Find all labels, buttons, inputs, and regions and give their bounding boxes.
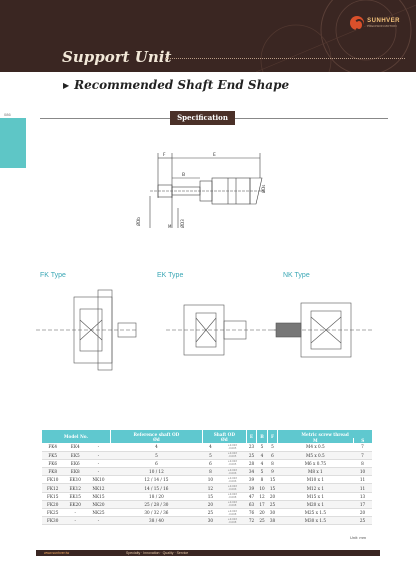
table-cell: FK8 xyxy=(42,468,64,476)
table-row xyxy=(42,492,373,500)
table-cell: 25 xyxy=(267,500,278,508)
table-cell: NK12 xyxy=(87,484,111,492)
table-cell: FK4 xyxy=(42,443,64,451)
shaft-end-diagram xyxy=(110,148,290,248)
table-cell: M10 x 1 xyxy=(278,476,353,484)
table-cell: - xyxy=(87,451,111,459)
dim-Db: ØDb xyxy=(136,217,141,226)
logo-subtitle: PRECISION MOTION xyxy=(367,24,397,28)
logo-icon xyxy=(350,16,364,30)
table-cell: 39 xyxy=(246,484,257,492)
table-cell: 9 xyxy=(267,468,278,476)
table-cell: 6 xyxy=(110,459,202,467)
specification-badge: Specification xyxy=(170,111,235,125)
table-cell: - xyxy=(87,517,111,525)
shaft-tolerance: +0.003 -0.006 xyxy=(218,484,246,492)
table-cell: 14 / 15 / 16 xyxy=(110,484,202,492)
shaft-tolerance: +0.003 -0.008 xyxy=(218,492,246,500)
table-cell: FK15 xyxy=(42,492,64,500)
table-cell: M30 x 1.5 xyxy=(278,517,353,525)
table-cell: 25 / 28 / 30 xyxy=(110,500,202,508)
table-cell: 4 xyxy=(202,443,218,451)
table-cell: 47 xyxy=(246,492,257,500)
table-cell: FK12 xyxy=(42,484,64,492)
footer-slogan: Specialty · Innovation · Quality · Service xyxy=(126,551,189,555)
table-row xyxy=(42,517,373,525)
table-row xyxy=(42,468,373,476)
table-cell: 30 / 32 / 36 xyxy=(110,509,202,517)
table-cell: 7 xyxy=(353,451,372,459)
header-dotted-rule xyxy=(165,58,405,59)
table-cell: EK12 xyxy=(64,484,87,492)
logo-name: SUNHVER xyxy=(367,18,400,24)
table-cell: 18 / 20 xyxy=(110,492,202,500)
table-row xyxy=(42,476,373,484)
unit-note: Unit: mm xyxy=(350,535,366,540)
side-tab xyxy=(0,118,26,168)
table-cell: M6 x 0.75 xyxy=(278,459,353,467)
table-cell: 25 xyxy=(353,517,372,525)
table-cell: - xyxy=(87,443,111,451)
header-E: E xyxy=(246,430,257,443)
brand-logo xyxy=(350,16,400,30)
shaft-tolerance: +0.003 -0.008 xyxy=(218,500,246,508)
table-cell: 34 xyxy=(246,468,257,476)
table-cell: 17 xyxy=(353,500,372,508)
footer-website: www.sunhver.tw xyxy=(44,551,70,555)
header-F: F xyxy=(267,430,278,443)
table-cell: NK15 xyxy=(87,492,111,500)
table-cell: 15 xyxy=(267,484,278,492)
shaft-tolerance: +0.003 -0.005 xyxy=(218,443,246,451)
dim-E: E xyxy=(213,153,216,158)
subsection-title-text: Recommended Shaft End Shape xyxy=(74,78,290,92)
triangle-right-icon: ▶ xyxy=(63,80,70,90)
table-cell: 72 xyxy=(246,517,257,525)
table-cell: 39 xyxy=(246,476,257,484)
table-cell: 8 xyxy=(257,476,268,484)
shaft-tolerance: +0.003 -0.006 xyxy=(218,468,246,476)
ek-type-label: EK Type xyxy=(157,272,184,279)
table-cell: - xyxy=(87,468,111,476)
table-cell: 5 xyxy=(257,443,268,451)
table-row xyxy=(42,451,373,459)
table-cell: 4 xyxy=(110,443,202,451)
shaft-tolerance: +0.003 -0.005 xyxy=(218,451,246,459)
table-cell: M4 x 0.5 xyxy=(278,443,353,451)
table-cell: 5 xyxy=(110,451,202,459)
table-cell: FK5 xyxy=(42,451,64,459)
table-cell: EK20 xyxy=(64,500,87,508)
table-cell: 7 xyxy=(353,443,372,451)
table-cell: NK10 xyxy=(87,476,111,484)
table-cell: EK6 xyxy=(64,459,87,467)
table-cell: 12 xyxy=(202,484,218,492)
table-cell: 6 xyxy=(202,459,218,467)
header-decoration xyxy=(216,0,416,72)
table-cell: EK15 xyxy=(64,492,87,500)
table-cell: M20 x 1 xyxy=(278,500,353,508)
header-shaft-od: Shaft OD Ød xyxy=(202,430,246,443)
table-cell: 38 xyxy=(267,517,278,525)
table-cell: - xyxy=(64,517,87,525)
header-model: Model No. xyxy=(42,430,111,443)
table-cell: 20 xyxy=(267,492,278,500)
nk-type-label: NK Type xyxy=(283,272,310,279)
shaft-tolerance: +0.003 -0.005 xyxy=(218,459,246,467)
header-thread: Metric screw thread xyxy=(278,430,372,438)
table-cell: FK10 xyxy=(42,476,64,484)
table-cell: 15 xyxy=(202,492,218,500)
table-cell: 12 / 14 / 15 xyxy=(110,476,202,484)
shaft-tolerance: +0.003 -0.008 xyxy=(218,517,246,525)
support-unit-drawings xyxy=(36,285,376,380)
footer-bar xyxy=(36,550,380,556)
specification-table xyxy=(41,430,372,525)
header-ref-shaft: Reference shaft OD Ød xyxy=(110,430,202,443)
fk-type-label: FK Type xyxy=(40,272,66,279)
table-cell: 11 xyxy=(353,476,372,484)
table-cell: EK4 xyxy=(64,443,87,451)
table-cell: FK25 xyxy=(42,509,64,517)
table-cell: NK20 xyxy=(87,500,111,508)
table-cell: FK20 xyxy=(42,500,64,508)
table-cell: - xyxy=(87,459,111,467)
dim-B: B xyxy=(182,173,186,178)
table-row xyxy=(42,484,373,492)
table-cell: 20 xyxy=(202,500,218,508)
table-cell: 5 xyxy=(257,468,268,476)
table-cell: 8 xyxy=(353,459,372,467)
dim-M: M xyxy=(168,224,172,229)
table-cell: 4 xyxy=(257,459,268,467)
table-cell: EK10 xyxy=(64,476,87,484)
shaft-tolerance: +0.003 -0.006 xyxy=(218,476,246,484)
table-cell: 11 xyxy=(353,484,372,492)
dim-D3: ØD3 xyxy=(180,219,185,228)
table-cell: 20 xyxy=(257,509,268,517)
table-cell: M5 x 0.5 xyxy=(278,451,353,459)
table-cell: 25 xyxy=(246,451,257,459)
table-cell: 17 xyxy=(257,500,268,508)
table-cell: 5 xyxy=(267,443,278,451)
table-cell: 23 xyxy=(246,443,257,451)
table-cell: EK5 xyxy=(64,451,87,459)
page-number: 086 xyxy=(4,112,11,117)
table-cell: 10 / 12 xyxy=(110,468,202,476)
section-title: Support Unit xyxy=(62,48,172,66)
shaft-tolerance: +0.003 -0.008 xyxy=(218,509,246,517)
table-cell: M15 x 1 xyxy=(278,492,353,500)
table-cell: 13 xyxy=(353,492,372,500)
table-cell: 63 xyxy=(246,500,257,508)
page-header xyxy=(0,0,416,72)
table-cell: 6 xyxy=(267,451,278,459)
table-cell: 8 xyxy=(202,468,218,476)
table-row xyxy=(42,443,373,451)
header-B: B xyxy=(257,430,268,443)
table-row xyxy=(42,500,373,508)
table-cell: M12 x 1 xyxy=(278,484,353,492)
table-cell: - xyxy=(64,509,87,517)
table-cell: M25 x 1.5 xyxy=(278,509,353,517)
table-cell: EK8 xyxy=(64,468,87,476)
table-cell: M8 x 1 xyxy=(278,468,353,476)
table-cell: 25 xyxy=(202,509,218,517)
table-cell: 20 xyxy=(353,509,372,517)
table-row xyxy=(42,459,373,467)
dim-F: F xyxy=(163,153,166,158)
table-cell: 15 xyxy=(267,476,278,484)
dim-Ds: ØDs xyxy=(261,184,266,193)
table-cell: FK30 xyxy=(42,517,64,525)
table-cell: 10 xyxy=(257,484,268,492)
table-cell: 10 xyxy=(353,468,372,476)
table-cell: 25 xyxy=(257,517,268,525)
table-cell: 30 xyxy=(202,517,218,525)
subsection-title xyxy=(63,78,289,92)
table-cell: 10 xyxy=(202,476,218,484)
table-cell: 76 xyxy=(246,509,257,517)
table-cell: 4 xyxy=(257,451,268,459)
table-cell: 38 / 40 xyxy=(110,517,202,525)
table-cell: NK25 xyxy=(87,509,111,517)
table-cell: 5 xyxy=(202,451,218,459)
table-cell: 30 xyxy=(267,509,278,517)
table-cell: FK6 xyxy=(42,459,64,467)
table-cell: 28 xyxy=(246,459,257,467)
table-cell: 8 xyxy=(267,459,278,467)
table-row xyxy=(42,509,373,517)
header-M: M xyxy=(278,438,353,443)
header-S: S xyxy=(353,438,372,443)
table-cell: 12 xyxy=(257,492,268,500)
